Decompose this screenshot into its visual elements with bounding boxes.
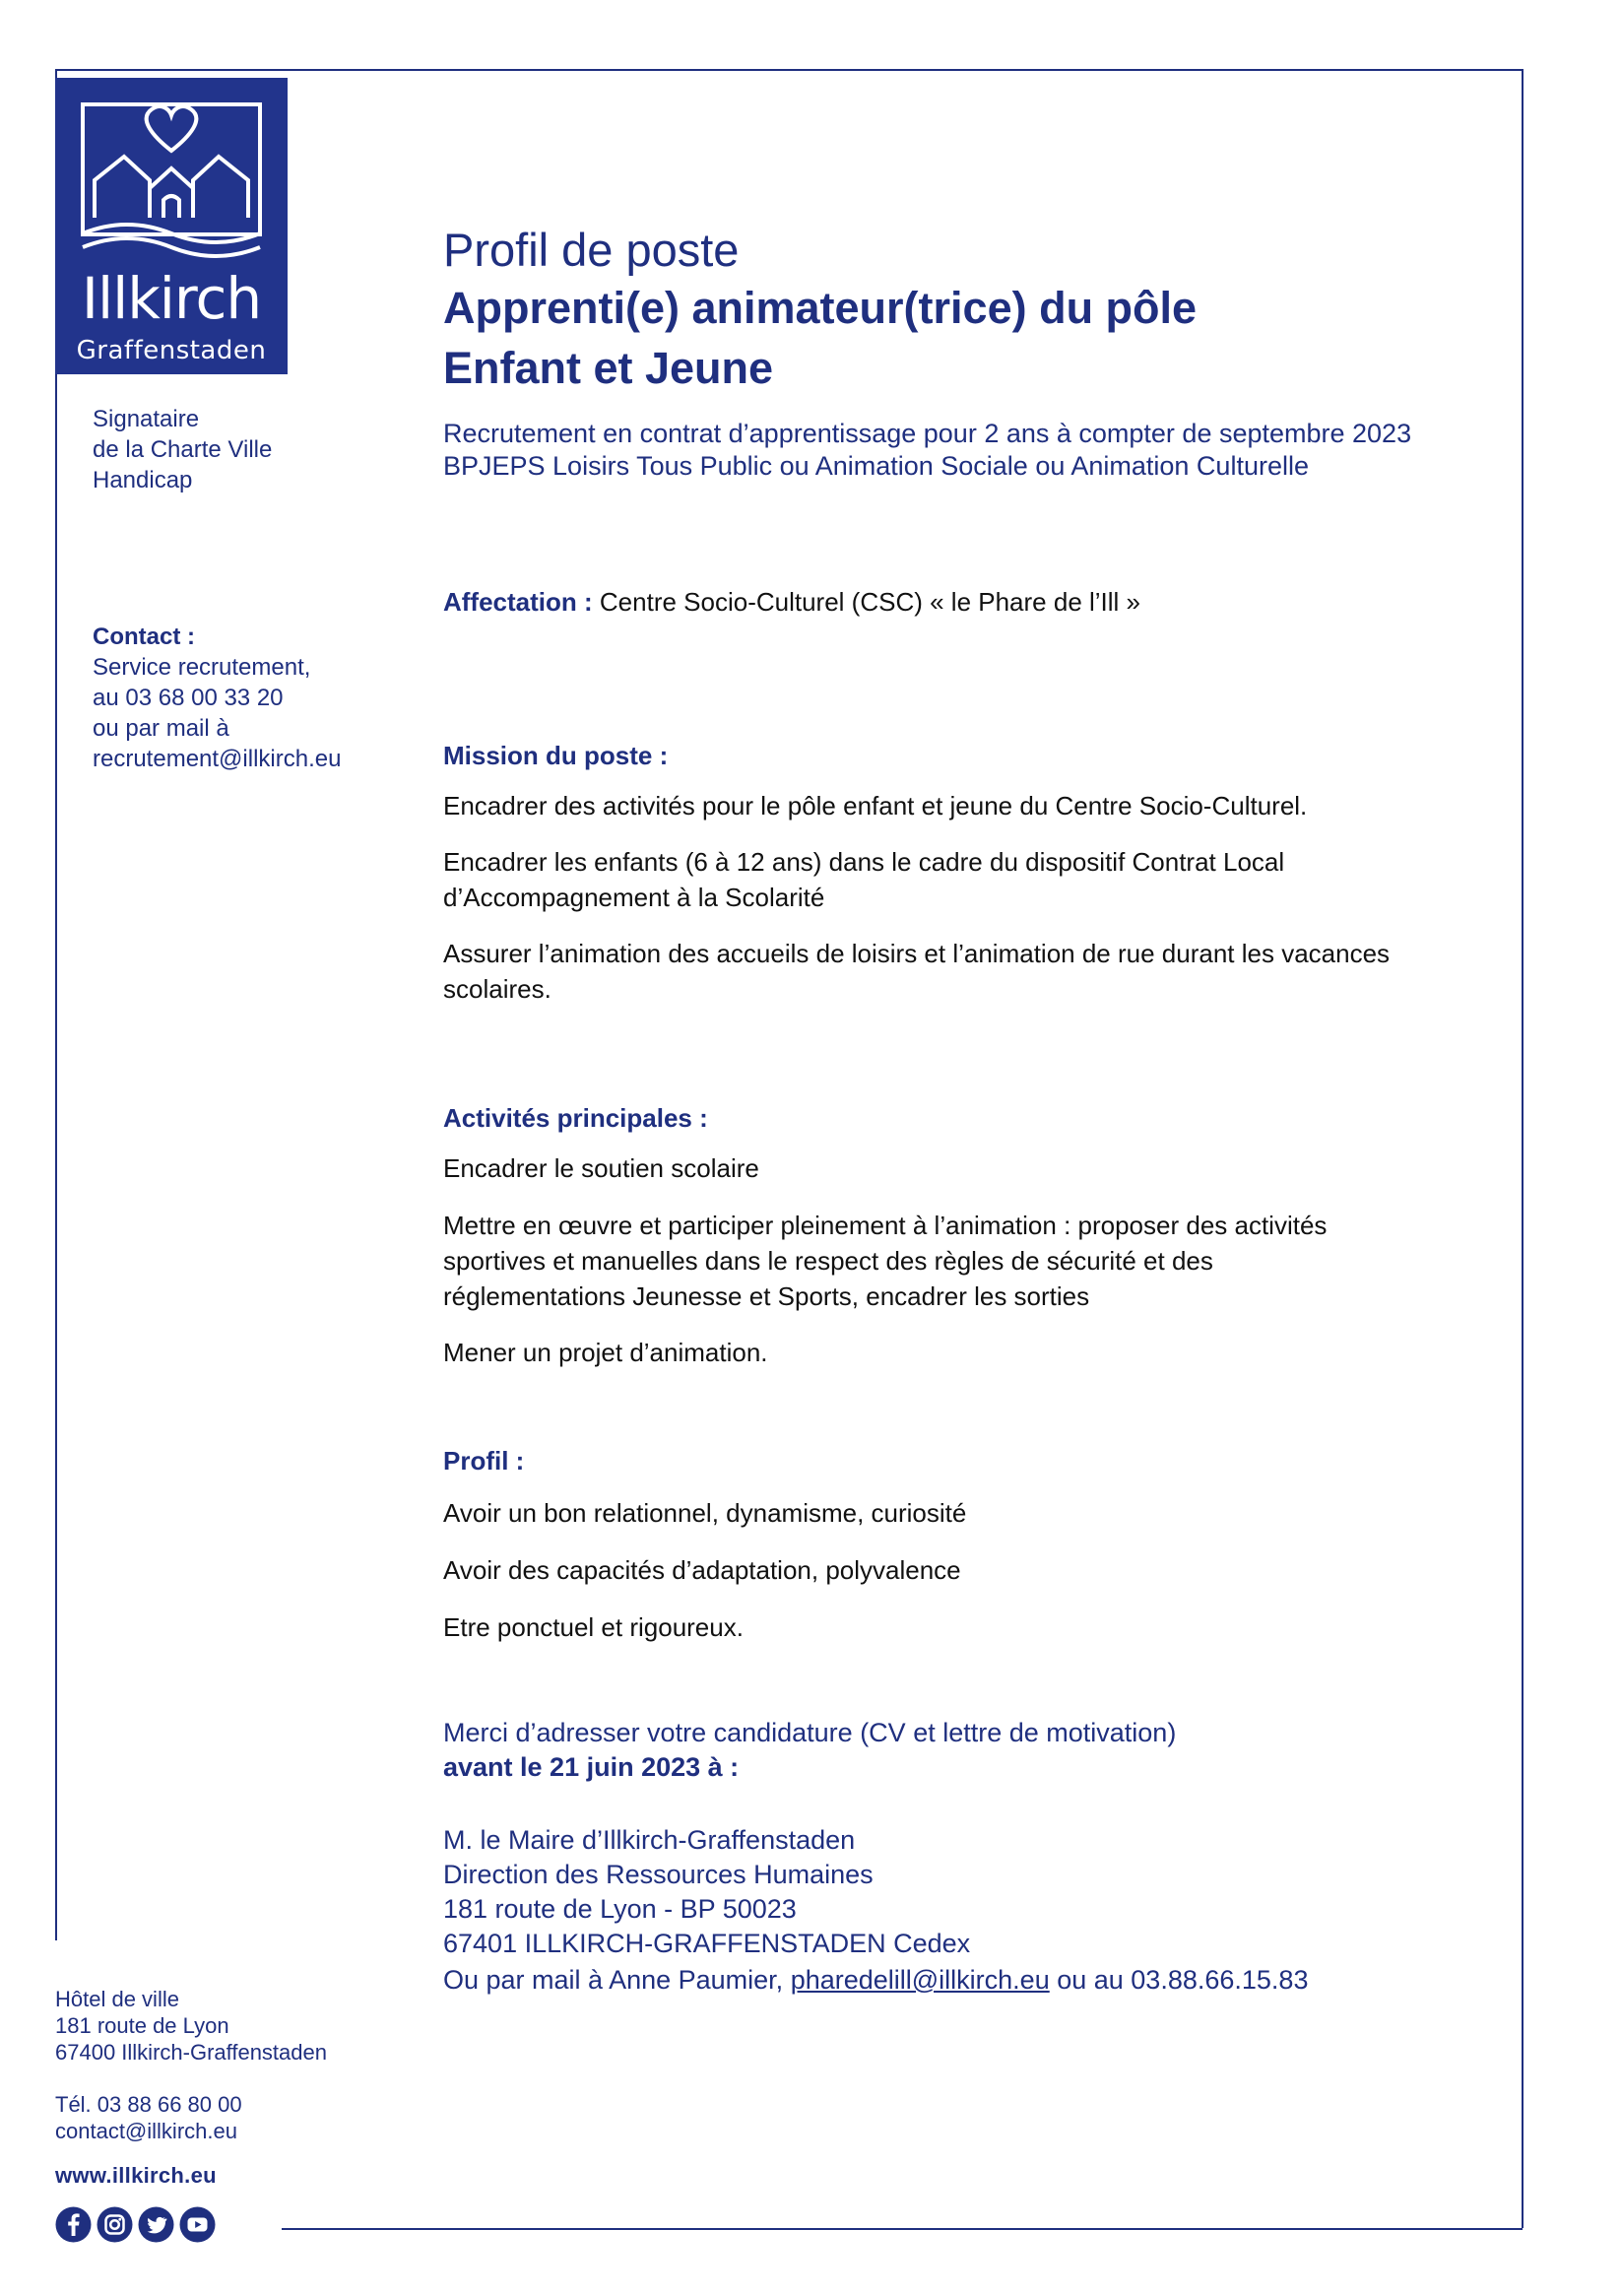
paragraph-line: Encadrer le soutien scolaire	[443, 1153, 759, 1183]
facebook-icon[interactable]	[55, 2206, 92, 2243]
address-line: 181 route de Lyon - BP 50023	[443, 1894, 797, 1924]
town-hall-address	[55, 1986, 327, 2066]
application-instructions	[443, 1716, 1176, 1785]
paragraph-line: Encadrer des activités pour le pôle enfant et jeune du Centre Socio-Culturel.	[443, 791, 1308, 820]
email-prefix: Ou par mail à Anne Paumier,	[443, 1965, 791, 1995]
address-line: 67400 Illkirch-Graffenstaden	[55, 2040, 327, 2065]
activities-paragraph	[443, 1335, 768, 1370]
activities-heading: Activités principales :	[443, 1103, 708, 1133]
contact-email[interactable]: recrutement@illkirch.eu	[93, 746, 342, 772]
frame-bottom-line	[282, 2228, 1523, 2230]
contact-label: Contact :	[93, 623, 195, 650]
mission-paragraph	[443, 936, 1390, 1007]
paragraph-line: Mener un projet d’animation.	[443, 1338, 768, 1367]
job-title-line2: Enfant et Jeune	[443, 343, 774, 393]
paragraph-line: Encadrer les enfants (6 à 12 ans) dans le cadre du dispositif Contrat Local	[443, 847, 1285, 877]
youtube-icon[interactable]	[179, 2206, 216, 2243]
activities-paragraph	[443, 1150, 759, 1186]
charter-signatory-note	[93, 404, 272, 495]
application-address	[443, 1823, 970, 1961]
application-email-link[interactable]: pharedelill@illkirch.eu	[790, 1965, 1050, 1995]
mission-paragraph	[443, 788, 1307, 823]
paragraph-line: réglementations Jeunesse et Sports, encadrer les sorties	[443, 1281, 1090, 1311]
website-link[interactable]: www.illkirch.eu	[55, 2163, 217, 2188]
signatory-line: de la Charte Ville	[93, 436, 273, 463]
contact-line: ou par mail à	[93, 715, 229, 742]
paragraph-line: sportives et manuelles dans le respect des règles de sécurité et des	[443, 1246, 1213, 1276]
paragraph-line: Mettre en œuvre et participer pleinement à l’animation : proposer des activités	[443, 1211, 1328, 1240]
logo	[55, 78, 288, 374]
mission-paragraph	[443, 844, 1284, 915]
contract-info-line2: BPJEPS Loisirs Tous Public ou Animation Sociale ou Animation Culturelle	[443, 451, 1309, 481]
footer-email[interactable]: contact@illkirch.eu	[55, 2119, 237, 2143]
address-line: Hôtel de ville	[55, 1987, 179, 2011]
contract-info-line1: Recrutement en contrat d’apprentissage pour 2 ans à compter de septembre 2023	[443, 419, 1412, 448]
application-deadline: avant le 21 juin 2023 à :	[443, 1752, 740, 1782]
affectation	[443, 584, 1140, 620]
town-hall-contact	[55, 2091, 242, 2144]
address-line: 67401 ILLKIRCH-GRAFFENSTADEN Cedex	[443, 1929, 971, 1958]
logo-subname: Graffenstaden	[76, 336, 267, 365]
paragraph-line: d’Accompagnement à la Scolarité	[443, 883, 825, 912]
social-links	[55, 2206, 216, 2243]
frame-right-line	[1522, 69, 1524, 2228]
signatory-line: Handicap	[93, 467, 193, 493]
twitter-icon[interactable]	[138, 2206, 174, 2243]
profile-item: Etre ponctuel et rigoureux.	[443, 1612, 744, 1642]
email-suffix: ou au 03.88.66.15.83	[1049, 1965, 1309, 1995]
profile-item: Avoir des capacités d’adaptation, polyvalence	[443, 1555, 961, 1585]
page-title: Profil de poste	[443, 224, 740, 276]
activities-paragraph	[443, 1208, 1327, 1314]
logo-name: Illkirch	[81, 265, 262, 332]
footer-phone: Tél. 03 88 66 80 00	[55, 2092, 242, 2117]
address-line: 181 route de Lyon	[55, 2013, 229, 2038]
paragraph-line: scolaires.	[443, 974, 551, 1004]
profile-heading: Profil :	[443, 1446, 525, 1476]
signatory-line: Signataire	[93, 406, 200, 432]
contact-line: Service recrutement,	[93, 654, 311, 681]
job-title-line1: Apprenti(e) animateur(trice) du pôle	[443, 283, 1198, 333]
application-intro: Merci d’adresser votre candidature (CV et lettre de motivation)	[443, 1718, 1177, 1747]
sidebar-contact	[93, 622, 341, 774]
address-line: M. le Maire d’Illkirch-Graffenstaden	[443, 1825, 856, 1855]
contact-phone: au 03 68 00 33 20	[93, 685, 284, 711]
frame-top-line	[55, 69, 1523, 71]
address-line: Direction des Ressources Humaines	[443, 1860, 874, 1889]
profile-item: Avoir un bon relationnel, dynamisme, curiosité	[443, 1498, 967, 1528]
instagram-icon[interactable]	[97, 2206, 133, 2243]
mission-heading: Mission du poste :	[443, 741, 669, 770]
affectation-label: Affectation :	[443, 587, 593, 617]
paragraph-line: Assurer l’animation des accueils de loisirs et l’animation de rue durant les vacances	[443, 939, 1391, 968]
application-email-line	[443, 1963, 1308, 1998]
affectation-value: Centre Socio-Culturel (CSC) « le Phare de l’Ill »	[599, 587, 1141, 617]
